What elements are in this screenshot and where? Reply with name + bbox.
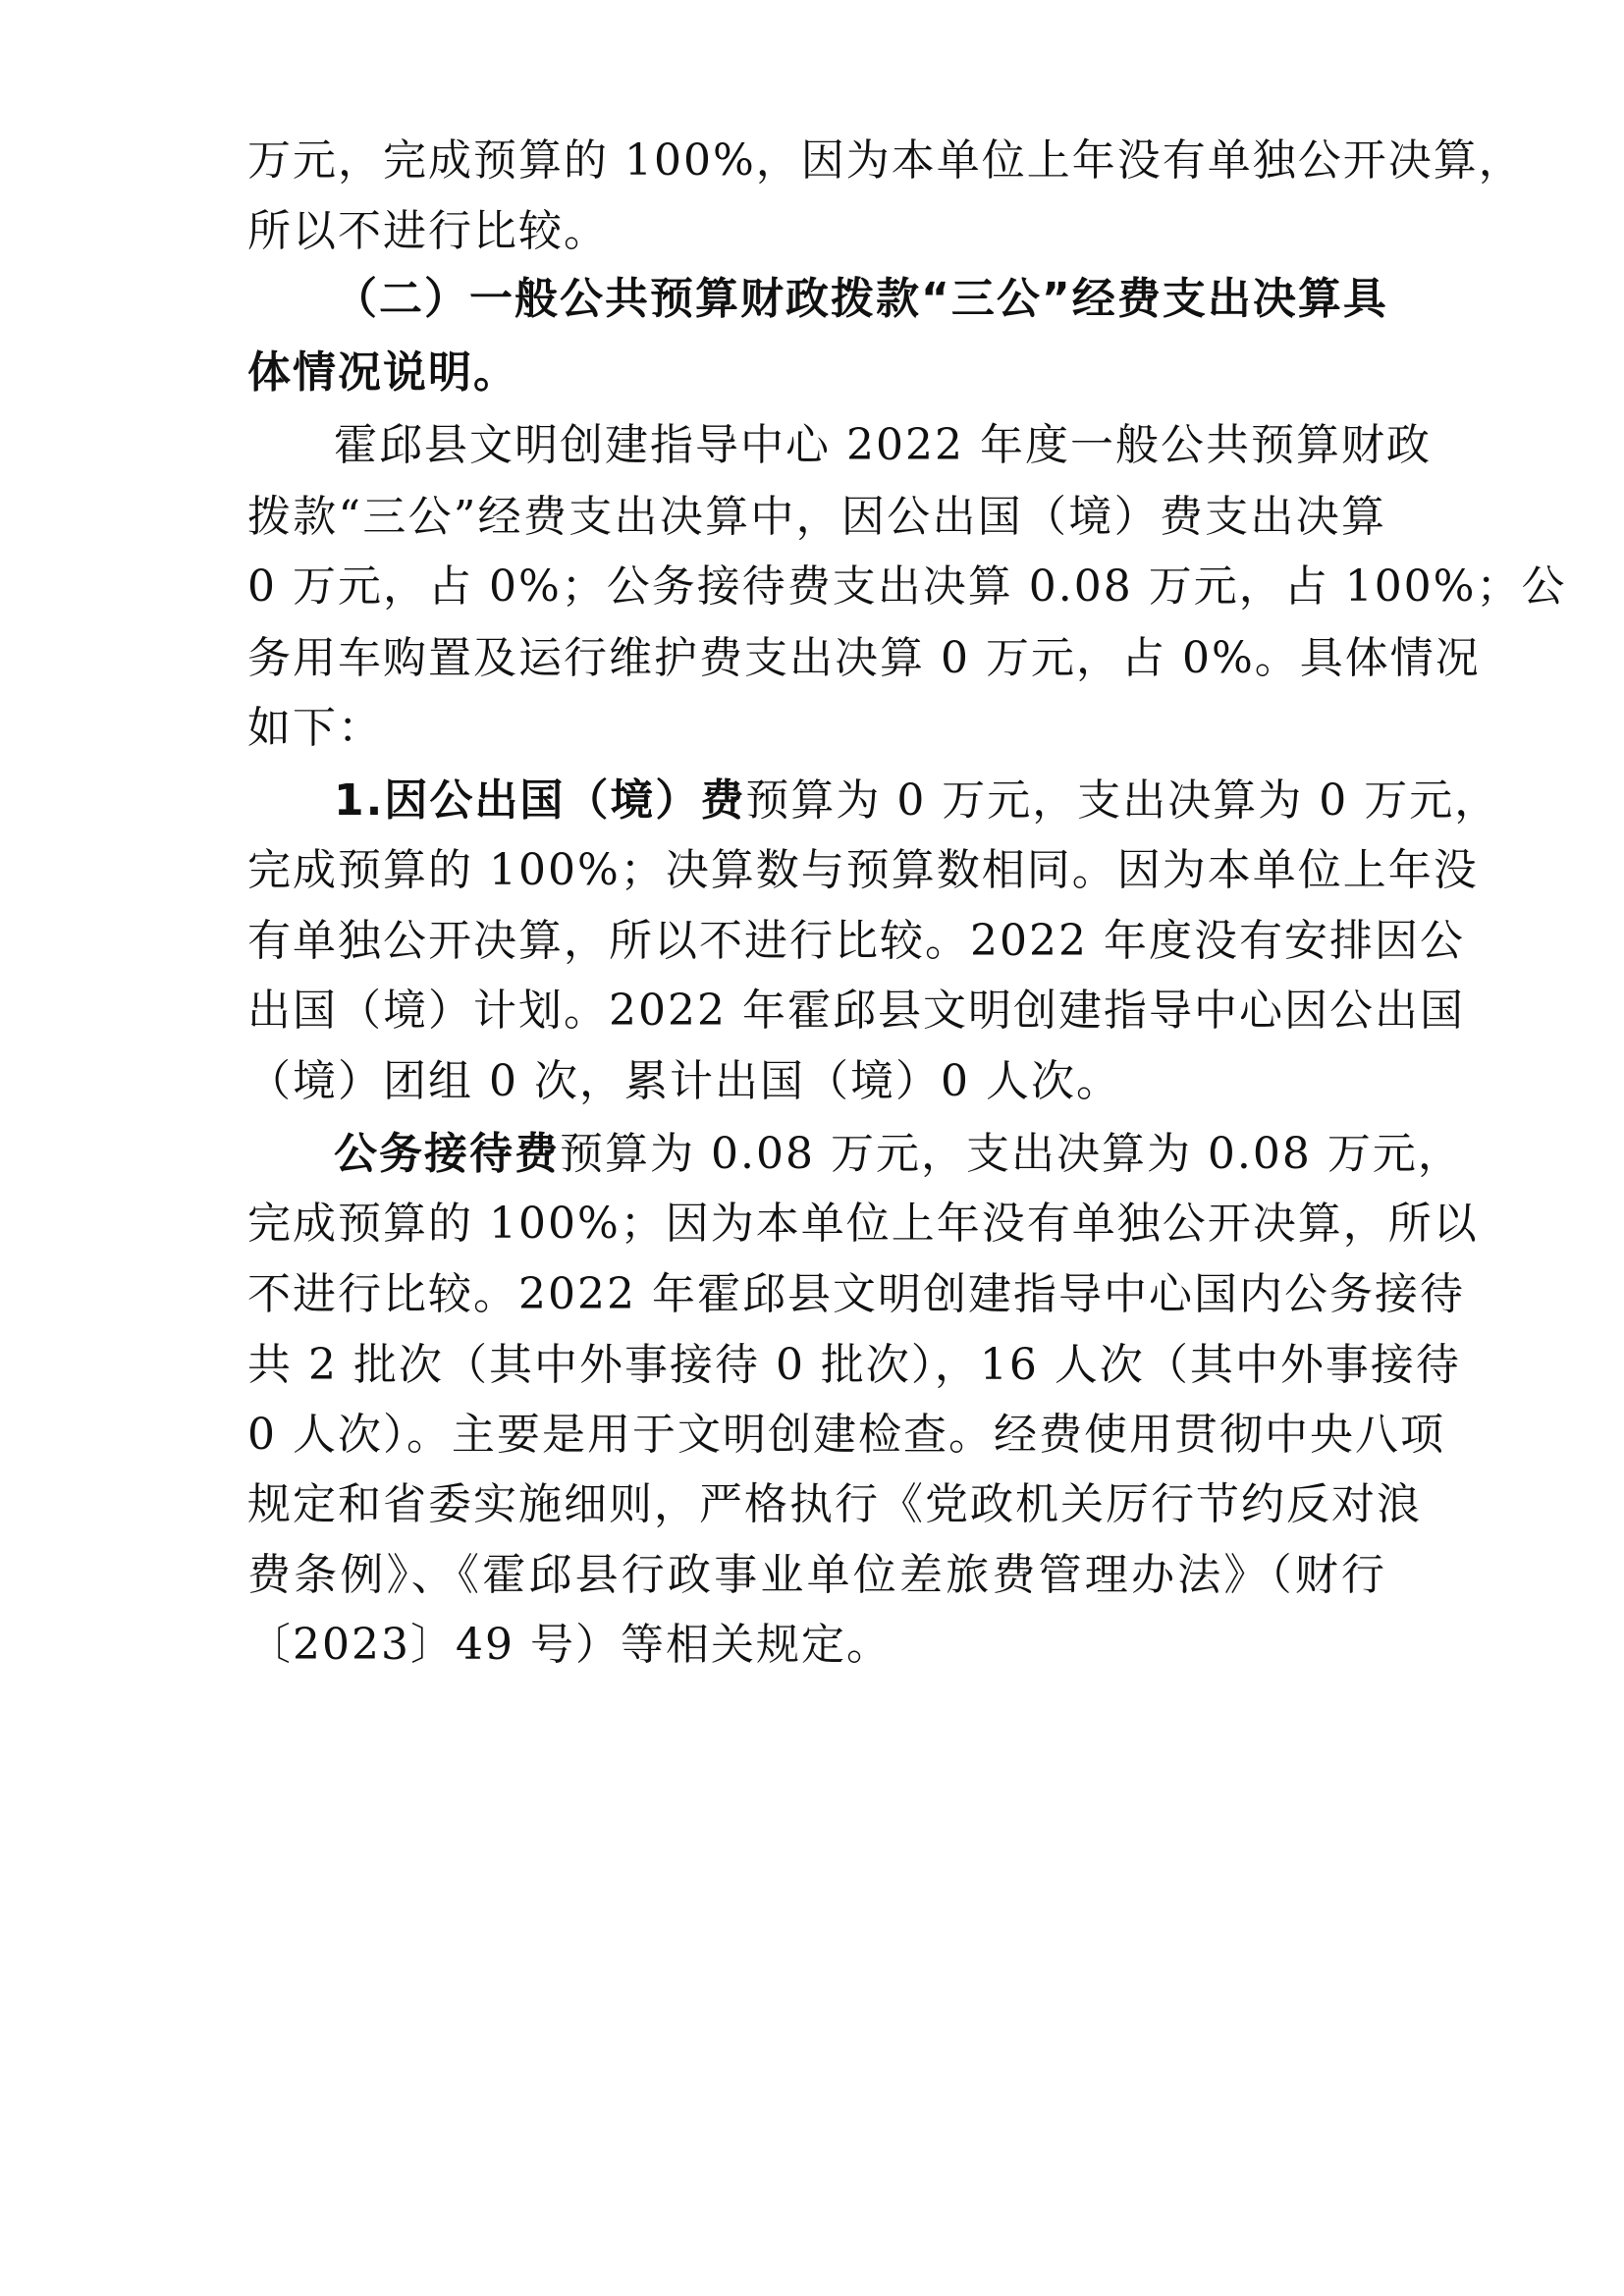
- item-2-title: 公务接待费: [334, 1129, 560, 1179]
- item-2-line-5: 0 人次）。主要是用于文明创建检查。经费使用贯彻中央八项: [247, 1410, 1445, 1460]
- item-2-line-6: 规定和省委实施细则，严格执行《党政机关厉行节约反对浪: [247, 1479, 1422, 1529]
- paragraph-2-line-2: 拨款“三公”经费支出决算中，因公出国（境）费支出决算: [247, 492, 1386, 542]
- paragraph-1-line-2: 所以不进行比较。: [247, 206, 609, 256]
- item-1-line-1: [334, 772, 1500, 830]
- section-heading-line-2: 体情况说明。: [247, 347, 518, 398]
- item-2-line-2: 完成预算的 100%；因为本单位上年没有单独公开决算，所以: [247, 1199, 1479, 1249]
- item-1-title: 1.因公出国（境）费: [334, 775, 746, 826]
- paragraph-1-line-1: 万元，完成预算的 100%，因为本单位上年没有单独公开决算，: [247, 135, 1524, 186]
- section-heading-line-1: （二）一般公共预算财政拨款“三公”经费支出决算具: [334, 274, 1388, 324]
- item-1-line-2: 完成预算的 100%；决算数与预算数相同。因为本单位上年没: [247, 845, 1479, 895]
- paragraph-2-line-3: 0 万元，占 0%；公务接待费支出决算 0.08 万元，占 100%；公: [247, 561, 1567, 612]
- item-1-line-4: 出国（境）计划。2022 年霍邱县文明创建指导中心因公出国: [247, 986, 1465, 1036]
- item-2-line-4: 共 2 批次（其中外事接待 0 批次），16 人次（其中外事接待: [247, 1340, 1461, 1390]
- item-2-line-3: 不进行比较。2022 年霍邱县文明创建指导中心国内公务接待: [247, 1269, 1465, 1319]
- item-1-first-line-text: 预算为 0 万元，支出决算为 0 万元，: [745, 775, 1500, 826]
- paragraph-2-line-4: 务用车购置及运行维护费支出决算 0 万元，占 0%。具体情况: [247, 633, 1481, 683]
- item-1-line-5: （境）团组 0 次，累计出国（境）0 人次。: [247, 1056, 1121, 1106]
- item-2-line-7: 费条例》、《霍邱县行政事业单位差旅费管理办法》（财行: [247, 1550, 1386, 1600]
- paragraph-2-line-5: 如下：: [247, 703, 383, 753]
- paragraph-2-line-1: 霍邱县文明创建指导中心 2022 年度一般公共预算财政: [334, 420, 1432, 470]
- item-1-line-3: 有单独公开决算，所以不进行比较。2022 年度没有安排因公: [247, 916, 1465, 966]
- item-2-line-8: 〔2023〕49 号）等相关规定。: [247, 1620, 892, 1670]
- item-2-first-line-text: 预算为 0.08 万元，支出决算为 0.08 万元，: [560, 1129, 1463, 1179]
- item-2-line-1: [334, 1125, 1463, 1184]
